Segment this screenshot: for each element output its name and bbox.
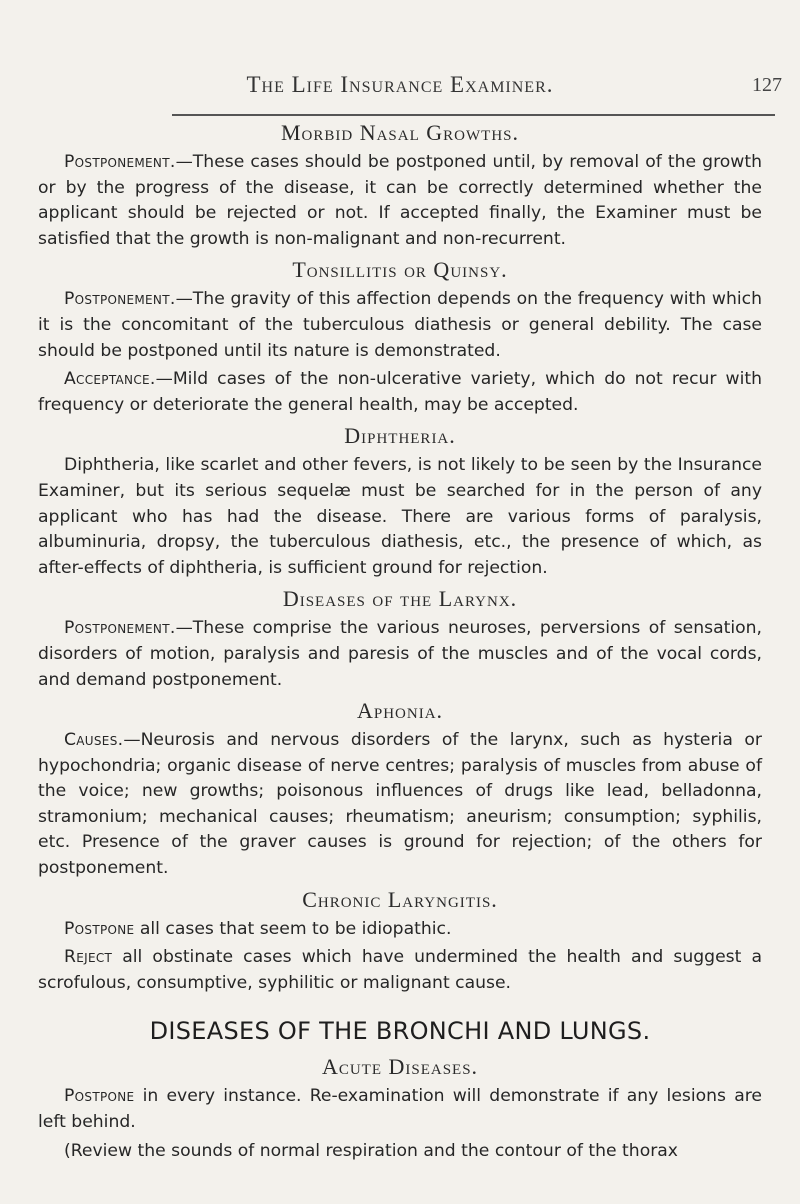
paragraph-text: all obstinate cases which have undermined the health and suggest a scrofulous, consumptive, syphilitic or malignant cause. [38, 947, 762, 993]
section-heading: Diseases of the Larynx. [282, 586, 518, 612]
paragraph-text: all cases that seem to be idiopathic. [134, 918, 452, 939]
paragraph-lead: Postpone [64, 918, 135, 939]
paragraph [38, 287, 762, 364]
header-rule [172, 114, 775, 116]
section-heading: Tonsillitis or Quinsy. [292, 257, 508, 283]
paragraph [38, 1084, 762, 1135]
paragraph-text: (Review the sounds of normal respiration and the contour of the thorax [64, 1140, 678, 1161]
paragraph [38, 917, 762, 943]
paragraph [38, 453, 762, 581]
section-larynx [38, 584, 762, 693]
section-heading: Acute Diseases. [321, 1054, 479, 1080]
paragraph-lead: Postpone [64, 1086, 135, 1107]
paragraph-lead: Postponement. [64, 289, 176, 310]
paragraph-lead: Causes. [64, 730, 124, 751]
paragraph-text: —These cases should be postponed until, by removal of the growth or by the progress of the disease, it can be correctly determined whether the applicant should be rejected or not. If accepted finally, the Examiner must be satisfied that the growth is non-malignant and non-recurrent. [38, 152, 762, 249]
paragraph [38, 945, 762, 996]
paragraph-text: —The gravity of this affection depends on the frequency with which it is the concomitant of the tuberculous diathesis or general debility. The case should be postponed until its nature is demonstrated. [38, 289, 762, 361]
major-section-title: DISEASES OF THE BRONCHI AND LUNGS. [149, 1017, 651, 1046]
section-diphtheria [38, 421, 762, 581]
section-tonsillitis [38, 255, 762, 418]
paragraph-text: Diphtheria, like scarlet and other fevers, is not likely to be seen by the Insurance Examiner, but its serious sequelæ must be searched for in the person of any applicant who has had the disease. There are various forms of paralysis, albuminuria, dropsy, the tuberculous diathesis, etc., the presence of which, as after-effects of diphtheria, is sufficient ground for rejection. [38, 455, 762, 578]
section-heading: Diphtheria. [344, 423, 456, 449]
paragraph [38, 1139, 762, 1165]
page-body [38, 118, 762, 1167]
section-heading: Chronic Laryngitis. [302, 886, 498, 912]
paragraph [38, 728, 762, 882]
section-aphonia [38, 696, 762, 882]
paragraph-lead: Postponement. [64, 618, 176, 639]
paragraph-lead: Acceptance. [64, 369, 156, 390]
paragraph-text: in every instance. Re-examination will demonstrate if any lesions are left behind. [38, 1086, 762, 1133]
section-morbid-nasal-growths [38, 118, 762, 252]
section-chronic-laryngitis [38, 885, 762, 997]
paragraph [38, 367, 762, 418]
paragraph-text: —Mild cases of the non-ulcerative variety, which do not recur with frequency or deteriorate the general health, may be accepted. [38, 369, 762, 415]
section-bronchi-lungs [38, 1016, 762, 1164]
running-head: The Life Insurance Examiner. [246, 72, 554, 97]
paragraph [38, 616, 762, 693]
paragraph-lead: Reject [64, 947, 113, 968]
section-heading: Morbid Nasal Growths. [280, 120, 519, 145]
paragraph-lead: Postponement. [64, 152, 176, 172]
paragraph-text: —These comprise the various neuroses, perversions of sensation, disorders of motion, paralysis and paresis of the muscles and of the vocal cords, and demand postponement. [38, 618, 762, 690]
paragraph [38, 150, 762, 252]
page-number: 127 [752, 74, 782, 96]
paragraph-text: —Neurosis and nervous disorders of the larynx, such as hysteria or hypochondria; organic disease of nerve centres; paralysis of muscles from abuse of the voice; new growths; poisonous influences of drugs like lead, belladonna, stramonium; mechanical causes; rheumatism; aneurism; consumption; syphilis, etc. Presence of the graver causes is ground for rejection; of the others for postponement. [38, 730, 762, 879]
section-heading: Aphonia. [356, 698, 444, 724]
